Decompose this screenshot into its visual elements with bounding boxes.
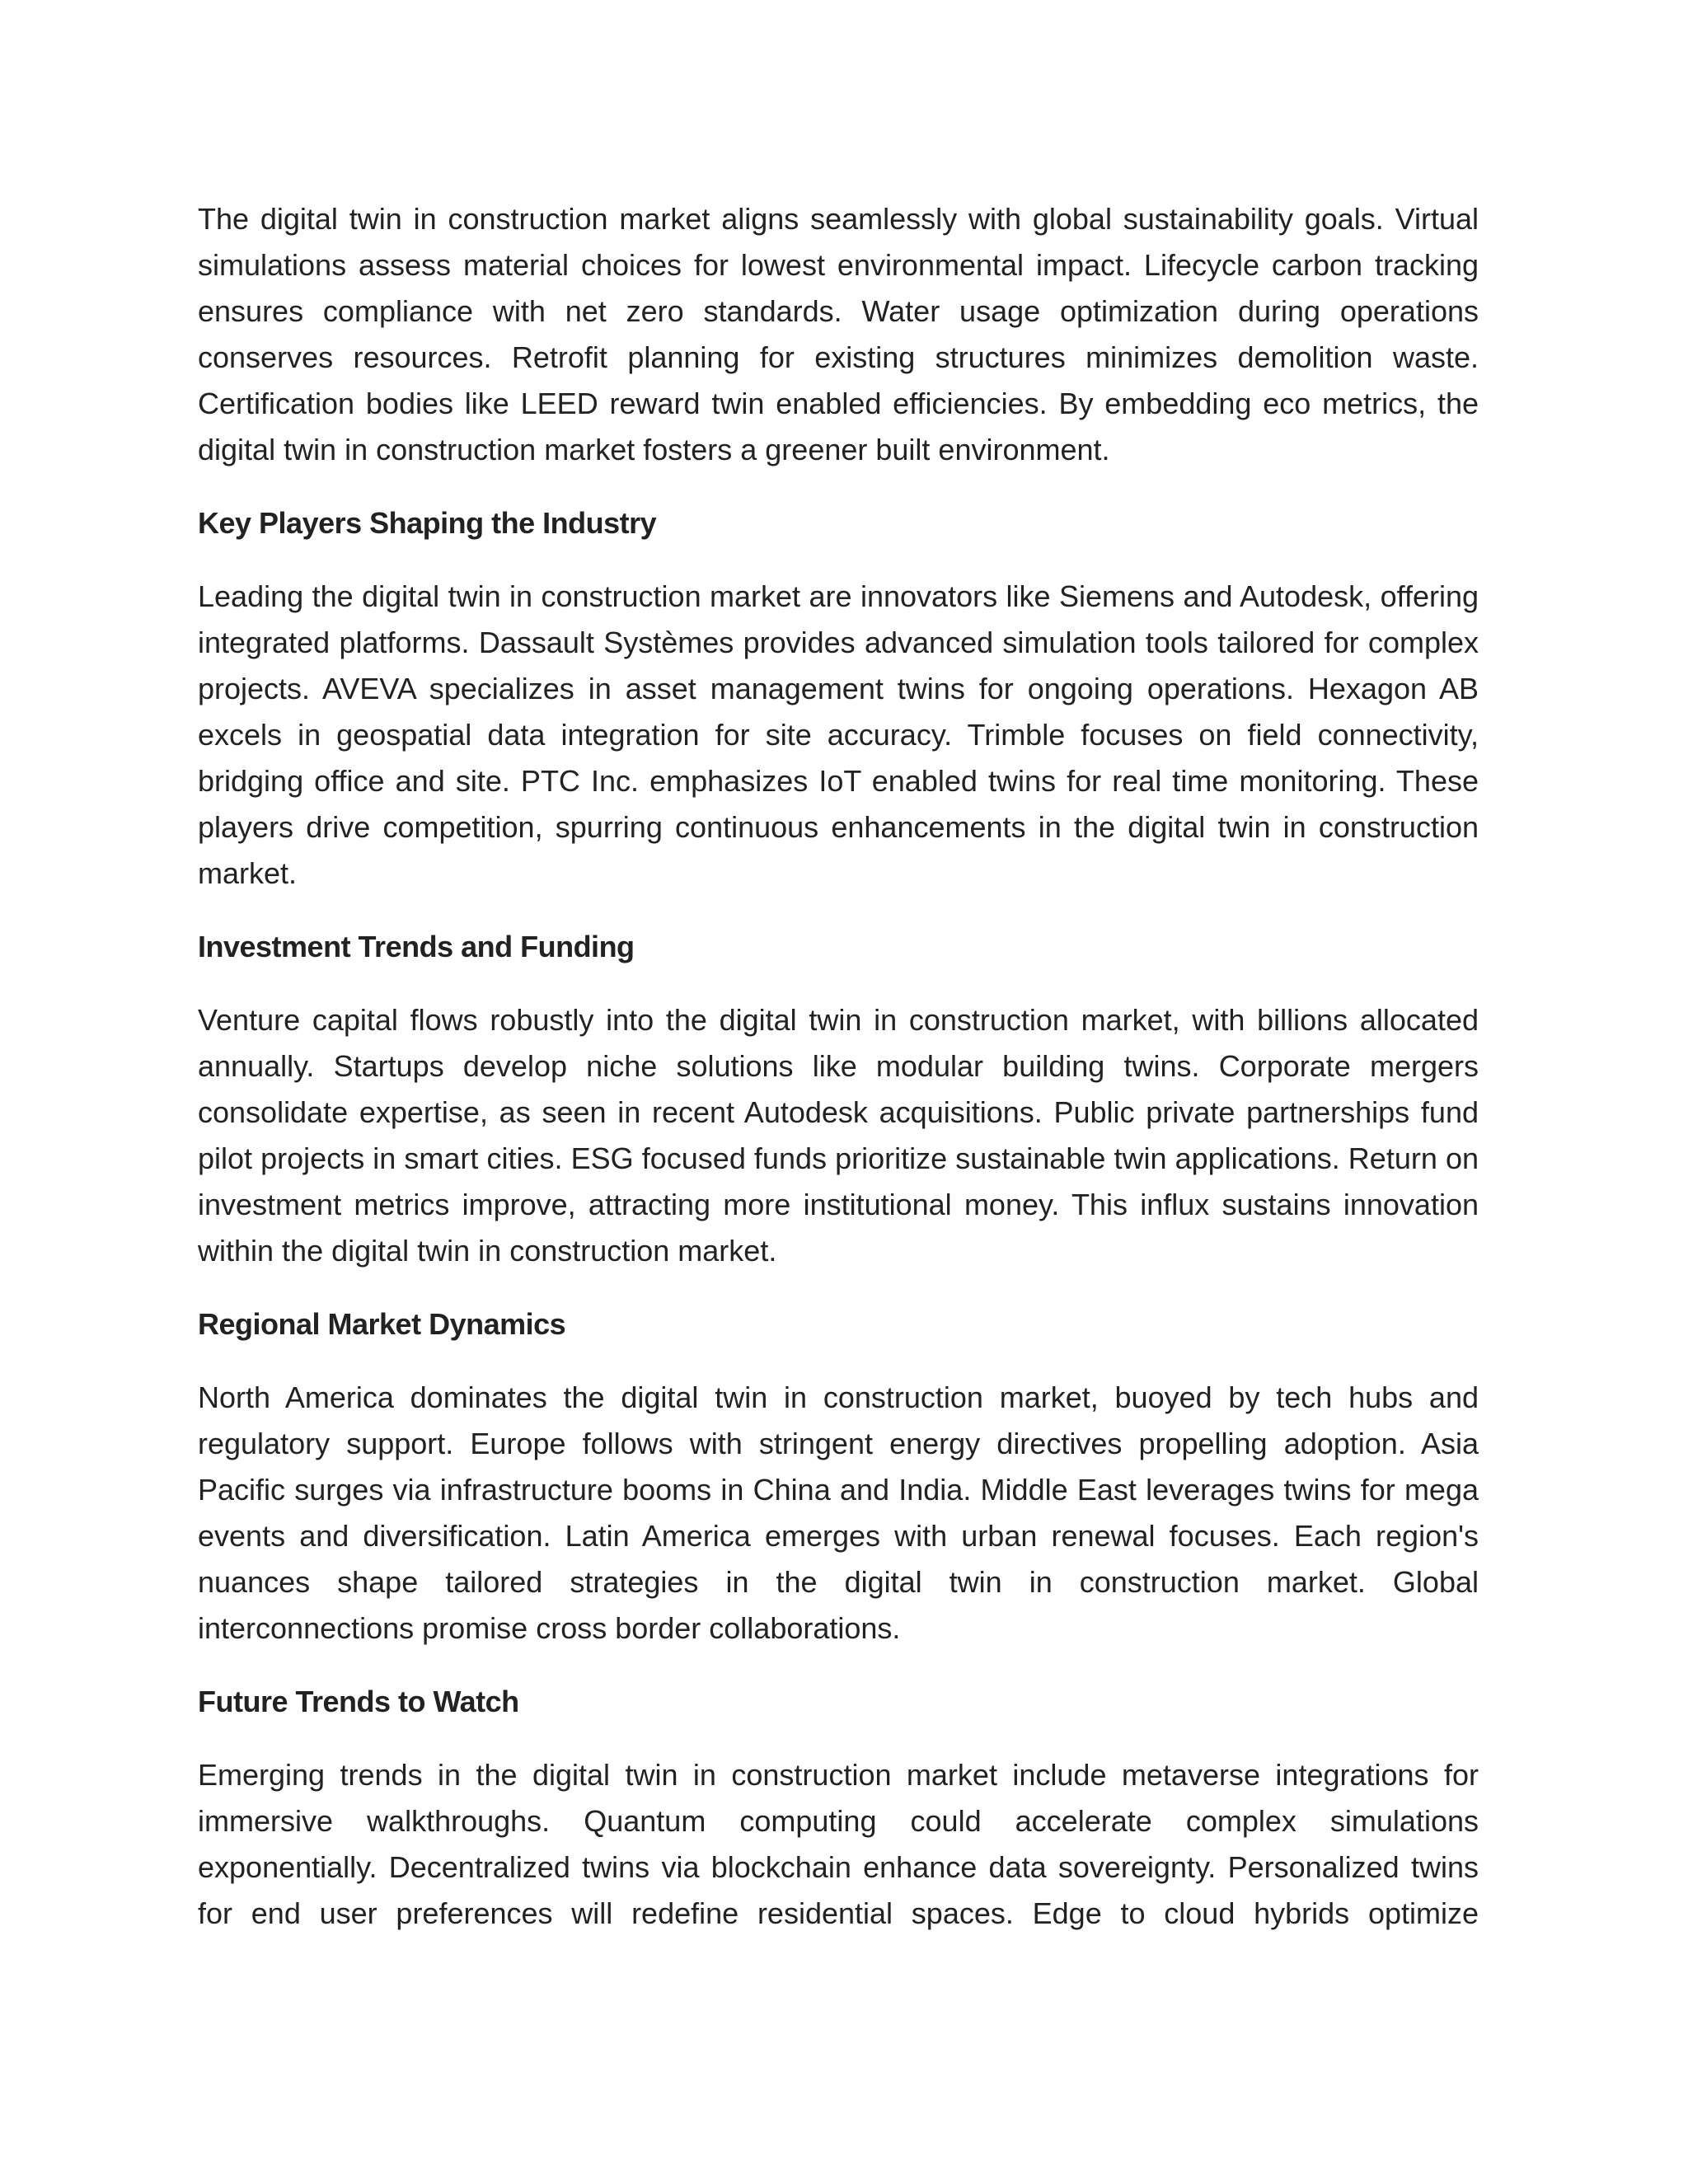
document-body [198,196,1479,1937]
section-body-regional: North America dominates the digital twin in construction market, buoyed by tech hubs and regulatory support. Europe follows with stringent energy directives propelling adoption. Asia Pacific surges via infrastructure booms in China and India. Middle East leverages twins for mega events and diversification. Latin America emerges with urban renewal focuses. Each region's nuances shape tailored strategies in the digital twin in construction market. Global interconnections promise cross border collaborations. [198,1380,1479,1645]
intro-paragraph: The digital twin in construction market aligns seamlessly with global sustainability goals. Virtual simulations assess material choices for lowest environmental impact. Lifecycle carbon tracking ensures compliance with net zero standards. Water usage optimization during operations conserves resources. Retrofit planning for existing structures minimizes demolition waste. Certification bodies like LEED reward twin enabled efficiencies. By embedding eco metrics, the digital twin in construction market fosters a greener built environment. [198,202,1479,466]
section-heading-regional: Regional Market Dynamics [198,1307,566,1341]
section-heading-future: Future Trends to Watch [198,1685,519,1718]
section-heading-investment: Investment Trends and Funding [198,930,635,963]
section-body-future: Emerging trends in the digital twin in construction market include metaverse integrations for immersive walkthroughs. Quantum computing could accelerate complex simulations exponentially. Decentralized twins via blockchain enhance data sovereignty. Personalized twins for end user preferences will redefine residential spaces. Edge to cloud hybrids optimize [198,1758,1479,1930]
section-body-investment: Venture capital flows robustly into the digital twin in construction market, with billions allocated annually. Startups develop niche solutions like modular building twins. Corporate mergers consolidate expertise, as seen in recent Autodesk acquisitions. Public private partnerships fund pilot projects in smart cities. ESG focused funds prioritize sustainable twin applications. Return on investment metrics improve, attracting more institutional money. This influx sustains innovation within the digital twin in construction market. [198,1003,1479,1268]
section-body-key-players: Leading the digital twin in construction market are innovators like Siemens and Autodesk, offering integrated platforms. Dassault Systèmes provides advanced simulation tools tailored for complex projects. AVEVA specializes in asset management twins for ongoing operations. Hexagon AB excels in geospatial data integration for site accuracy. Trimble focuses on field connectivity, bridging office and site. PTC Inc. emphasizes IoT enabled twins for real time monitoring. These players drive competition, spurring continuous enhancements in the digital twin in construction market. [198,579,1479,890]
section-heading-key-players: Key Players Shaping the Industry [198,506,657,540]
